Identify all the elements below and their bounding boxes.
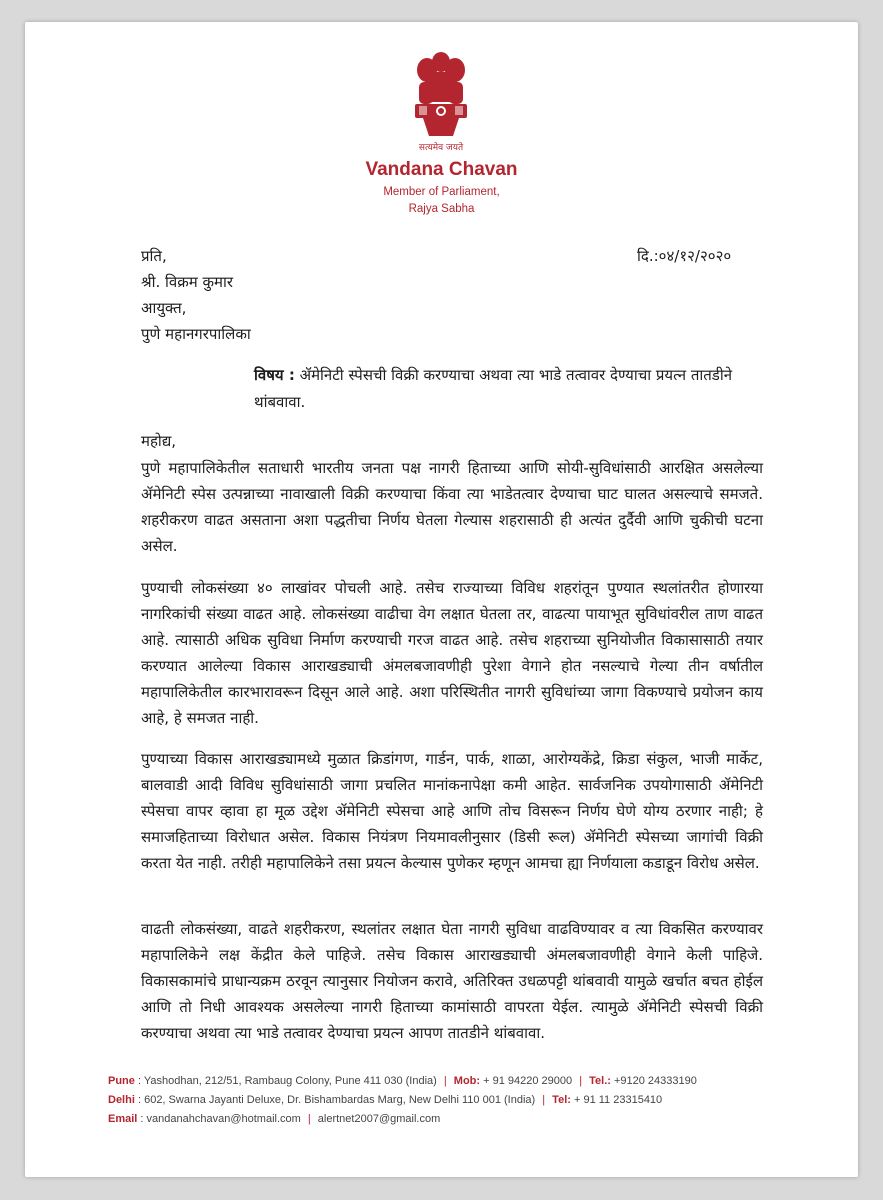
footer-pune-address: : Yashodhan, 212/51, Rambaug Colony, Pune 411 030 (India) xyxy=(137,1075,437,1087)
footer-mob-value: + 91 94220 29000 xyxy=(483,1075,573,1087)
footer-tel-label: Tel.: xyxy=(589,1075,611,1087)
footer-email-1[interactable]: : vandanahchavan@hotmail.com xyxy=(140,1113,301,1125)
body-paragraph-2: पुण्याची लोकसंख्या ४० लाखांवर पोचली आहे. तसेच राज्याच्या विविध शहरांतून पुण्यात स्थलांतरीत होणारया नागरिकांची संख्या वाढत आहे. लोकसंख्या वाढीचा वेग लक्षात घेतला तर, वाढत्या पायाभूत सुविधांवरील ताण वाढत आहे. त्यासाठी अधिक सुविधा निर्माण करण्याची गरज वाढत आहे. तसेच शहराच्या सुनियोजीत विकासासाठी तयार करण्यात आलेल्या विकास आराखड्याची अंमलबजावणीही पुरेशा वेगाने होत नसल्याचे गेल्या तीन वर्षातील महापालिकेतील कारभारावरून दिसून आले आहे. अशा परिस्थितीत नागरी सुविधांच्या जागा विकण्याचे प्रयोजन काय आहे, हे समजत नाही. xyxy=(141,579,763,727)
footer-delhi-label: Delhi xyxy=(108,1094,135,1106)
letter-date: दि.:०४/१२/२०२० xyxy=(637,247,732,265)
to-label: प्रति, xyxy=(141,247,167,265)
footer-separator: | xyxy=(443,1075,447,1087)
letterhead-role xyxy=(300,184,583,218)
subject-text-line1: ॲमेनिटी स्पेसची विक्री करण्याचा अथवा त्या भाडे तत्वावर देण्याचा प्रयत्न तातडीने xyxy=(299,366,733,384)
subject-label: विषय : xyxy=(254,366,295,384)
salutation: महोद्य, xyxy=(141,432,177,450)
body-paragraph-4: वाढती लोकसंख्या, वाढते शहरीकरण, स्थलांतर लक्षात घेता नागरी सुविधा वाढविण्यावर व त्या विकसित करण्यावर महापालिकेने लक्ष केंद्रीत केले पाहिजे. तसेच विकास आराखड्याची अंमलबजावणीही वेगाने केली पाहिजे. विकासकामांचे प्राधान्यक्रम ठरवून त्यानुसार नियोजन करावे, अतिरिक्त उधळपट्टी थांबवावी यामुळे खर्चात बचत होईल आणि तो निधी आवश्यक असलेल्या नागरी हिताच्या कामांसाठी वापरता येईल. त्यामुळे ॲमेनिटी स्पेसची विक्री करण्याचा अथवा त्या भाडे तत्वावर देण्याचा प्रयत्न आपण तातडीने थांबवावा. xyxy=(141,920,763,1042)
footer-delhi-line xyxy=(108,1091,828,1110)
addressee-title: आयुक्त, xyxy=(141,299,187,317)
subject-line2: थांबवावा. xyxy=(254,393,306,411)
letterhead-role-line1: Member of Parliament, xyxy=(383,186,500,198)
footer-email-line xyxy=(108,1110,828,1129)
emblem-motto: सत्यमेव जयते xyxy=(418,143,464,153)
footer-delhi-tel-label: Tel: xyxy=(552,1094,571,1106)
letterhead-role-line2: Rajya Sabha xyxy=(408,203,475,215)
footer-email-2[interactable]: alertnet2007@gmail.com xyxy=(317,1113,441,1125)
national-emblem-icon xyxy=(405,48,477,150)
letterhead-name: Vandana Chavan xyxy=(365,159,518,180)
footer-email-label: Email xyxy=(108,1113,138,1125)
footer-separator: | xyxy=(579,1075,583,1087)
subject-line1 xyxy=(254,365,732,385)
footer-pune-line xyxy=(108,1072,828,1091)
body-paragraph-3: पुण्याच्या विकास आराखड्यामध्ये मुळात क्रिडांगण, गार्डन, पार्क, शाळा, आरोग्यकेंद्रे, क्रिडा संकुल, भाजी मार्केट, बालवाडी आदी विविध सुविधांसाठी जागा प्रचलित मानांकनापेक्षा कमी आहेत. सार्वजनिक उपयोगासाठी ॲमेनिटी स्पेसचा वापर व्हावा हा मूळ उद्देश ॲमेनिटी स्पेसचा आहे आणि तोच विसरून निर्णय घेणे योग्य ठरणार नाही; हे समाजहिताच्या विरोधात असेल. विकास नियंत्रण नियमावलीनुसार (डिसी रूल) ॲमेनिटी स्पेसच्या जागांची विक्री करता येत नाही. तरीही महापालिकेने तसा प्रयत्न केल्यास पुणेकर म्हणून आमचा ह्या निर्णयाला कडाडून विरोध असेल. xyxy=(141,750,763,872)
addressee-name: श्री. विक्रम कुमार xyxy=(141,273,234,291)
footer-separator: | xyxy=(307,1113,311,1125)
footer-pune-label: Pune xyxy=(108,1075,135,1087)
footer-mob-label: Mob: xyxy=(453,1075,481,1087)
footer-delhi-address: : 602, Swarna Jayanti Deluxe, Dr. Bishambardas Marg, New Delhi 110 001 (India) xyxy=(137,1094,536,1106)
addressee-org: पुणे महानगरपालिका xyxy=(141,325,251,343)
footer-pune-tel: +9120 24333190 xyxy=(613,1075,697,1087)
body-paragraph-1: पुणे महापालिकेतील सताधारी भारतीय जनता पक्ष नागरी हिताच्या आणि सोयी-सुविधांसाठी आरक्षित असलेल्या ॲमेनिटी स्पेस उत्पन्नाच्या नावाखाली विक्री करण्याचा किंवा त्या भाडेतत्वार देण्याचा घाट घालत असल्याचे समजते. शहरीकरण वाढत असताना अशा पद्धतीचा निर्णय घेतला गेल्यास शहरासाठी ही अत्यंत दुर्दैवी आणि चुकीची घटना असेल. xyxy=(141,459,763,555)
footer-separator: | xyxy=(542,1094,546,1106)
footer-delhi-tel: + 91 11 23315410 xyxy=(573,1094,663,1106)
letterhead-footer xyxy=(108,1072,828,1129)
